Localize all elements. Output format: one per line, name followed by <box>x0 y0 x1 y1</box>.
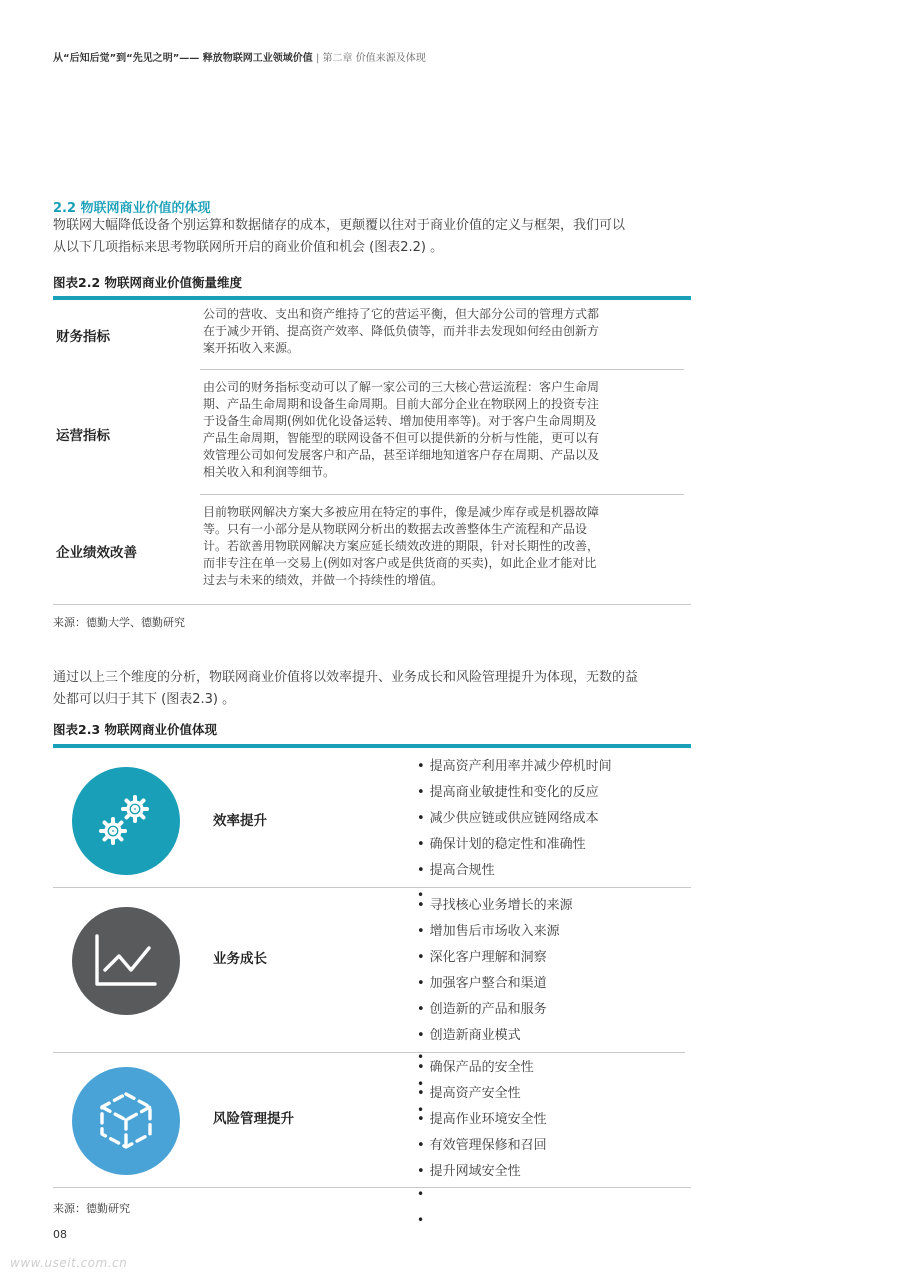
figure-2-2-source: 来源：德勤大学、德勤研究 <box>53 616 185 629</box>
list-item: • 深化客户理解和洞察 <box>417 945 573 971</box>
growth-bullet-list <box>417 893 573 1049</box>
list-item: • 增加售后市场收入来源 <box>417 919 573 945</box>
list-item: • 创造新商业模式 <box>417 1023 573 1049</box>
row-divider <box>200 494 684 495</box>
stray-bullet: • <box>417 1103 425 1117</box>
stray-bullet: • <box>417 1187 425 1201</box>
desc-line: 于设备生命周期(例如优化设备运转、增加使用率等)。对于客户生命周期及 <box>203 414 597 428</box>
dimension-label-risk: 风险管理提升 <box>213 1111 294 1127</box>
desc-line: 案开拓收入来源。 <box>203 341 300 355</box>
intro-paragraph <box>53 215 718 259</box>
dimension-label-efficiency: 效率提升 <box>213 813 267 829</box>
list-item: • 确保计划的稳定性和准确性 <box>417 832 612 858</box>
desc-line: 期、产品生命周期和设备生命周期。目前大部分企业在物联网上的投资专注 <box>203 397 600 411</box>
row-label-financial: 财务指标 <box>56 329 110 345</box>
desc-line: 计。若欲善用物联网解决方案应延长绩效改进的期限，针对长期性的改善， <box>203 539 600 553</box>
desc-line: 由公司的财务指标变动可以了解一家公司的三大核心营运流程：客户生命周 <box>203 380 600 394</box>
running-header <box>53 49 426 64</box>
desc-line: 在于减少开销、提高资产效率、降低负债等，而并非去发现如何经由创新方 <box>203 324 600 338</box>
row-label-operations: 运营指标 <box>56 428 110 444</box>
figure-2-3-source: 来源：德勤研究 <box>53 1202 130 1215</box>
figure-2-2-bottom-rule <box>53 604 691 605</box>
middle-paragraph <box>53 667 718 711</box>
cube-icon <box>91 1086 161 1156</box>
row-desc-operations <box>203 379 683 481</box>
row-divider <box>53 1052 685 1053</box>
intro-line: 物联网大幅降低设备个别运算和数据储存的成本，更颠覆以往对于商业价值的定义与框架，我们可以 <box>53 218 626 233</box>
desc-line: 产品生命周期，智能型的联网设备不但可以提供新的分析与性能，更可以有 <box>203 431 600 445</box>
row-divider <box>53 887 691 888</box>
desc-line: 而非专注在单一交易上(例如对客户或是供货商的买卖)，如此企业才能对比 <box>203 556 597 570</box>
page-number: 08 <box>53 1228 67 1241</box>
efficiency-bullet-list <box>417 754 612 884</box>
desc-line: 效管理公司如何发展客户和产品，甚至详细地知道客户存在周期、产品以及 <box>203 448 600 462</box>
row-desc-performance <box>203 504 683 589</box>
list-item: • 创造新的产品和服务 <box>417 997 573 1023</box>
figure-2-3-title: 图表2.3 物联网商业价值体现 <box>53 722 217 737</box>
intro-line: 从以下几项指标来思考物联网所开启的商业价值和机会 (图表2.2) 。 <box>53 240 444 255</box>
dimension-label-growth: 业务成长 <box>213 951 267 967</box>
stray-bullet: • <box>417 1050 425 1064</box>
efficiency-icon-circle <box>72 767 180 875</box>
row-label-performance: 企业绩效改善 <box>56 545 137 561</box>
list-item: • 提升网域安全性 <box>417 1159 547 1185</box>
desc-line: 相关收入和利润等细节。 <box>203 465 336 479</box>
list-item: • 加强客户整合和渠道 <box>417 971 573 997</box>
growth-icon-circle <box>72 907 180 1015</box>
line-chart-icon <box>91 926 161 996</box>
list-item: • 提高合规性 <box>417 858 612 884</box>
stray-bullet: • <box>417 1213 425 1227</box>
header-separator: | <box>315 53 320 64</box>
watermark-text: www.useit.com.cn <box>10 1256 128 1270</box>
stray-bullet: • <box>417 888 425 902</box>
list-item: • 寻找核心业务增长的来源 <box>417 893 573 919</box>
header-title: 从“后知后觉”到“先见之明”—— 释放物联网工业领域价值 <box>53 53 313 64</box>
list-item: • 提高资产利用率并减少停机时间 <box>417 754 612 780</box>
desc-line: 过去与未来的绩效，并做一个持续性的增值。 <box>203 573 444 587</box>
list-item: • 提高作业环境安全性 <box>417 1107 547 1133</box>
section-title: 2.2 物联网商业价值的体现 <box>53 201 211 216</box>
middle-line: 通过以上三个维度的分析，物联网商业价值将以效率提升、业务成长和风险管理提升为体现，无数的益 <box>53 670 639 685</box>
risk-icon-circle <box>72 1067 180 1175</box>
figure-2-3-bottom-rule <box>53 1187 691 1188</box>
figure-2-3-top-rule <box>53 744 691 748</box>
desc-line: 等。只有一小部分是从物联网分析出的数据去改善整体生产流程和产品设 <box>203 522 588 536</box>
figure-2-2-top-rule <box>53 296 691 300</box>
gears-icon <box>91 786 161 856</box>
list-item: • 确保产品的安全性 <box>417 1055 547 1081</box>
row-divider <box>200 369 684 370</box>
row-desc-financial <box>203 306 683 357</box>
header-chapter: 第二章 价值来源及体现 <box>322 53 426 64</box>
desc-line: 目前物联网解决方案大多被应用在特定的事件，像是减少库存或是机器故障 <box>203 505 600 519</box>
middle-line: 处都可以归于其下 (图表2.3) 。 <box>53 692 236 707</box>
list-item: • 提高商业敏捷性和变化的反应 <box>417 780 612 806</box>
stray-bullet: • <box>417 1077 425 1091</box>
list-item: • 有效管理保修和召回 <box>417 1133 547 1159</box>
list-item: • 提高资产安全性 <box>417 1081 547 1107</box>
figure-2-2-title: 图表2.2 物联网商业价值衡量维度 <box>53 275 242 290</box>
risk-bullet-list <box>417 1055 547 1185</box>
desc-line: 公司的营收、支出和资产维持了它的营运平衡，但大部分公司的管理方式都 <box>203 307 600 321</box>
list-item: • 减少供应链或供应链网络成本 <box>417 806 612 832</box>
